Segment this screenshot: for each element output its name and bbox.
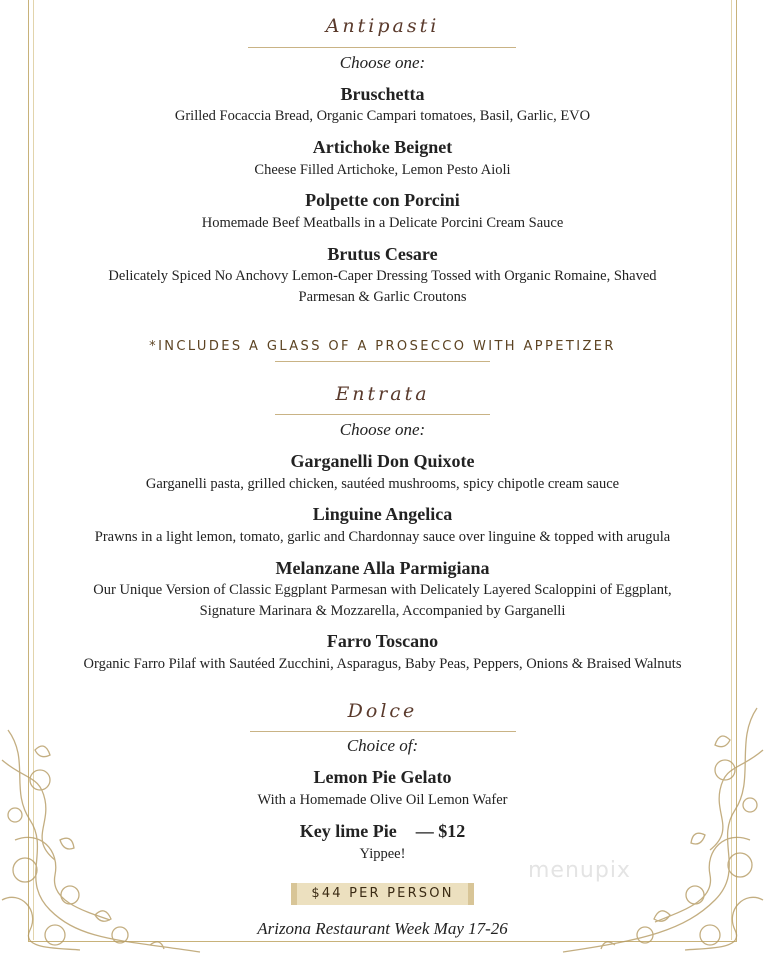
dish-price: — $12: [415, 821, 466, 841]
dish-description-cont: Parmesan & Garlic Croutons: [298, 289, 467, 305]
watermark: menupix: [528, 858, 631, 883]
entrata-choose: Choose one:: [339, 420, 426, 439]
antipasti-heading: Antipasti: [325, 15, 440, 37]
dish-description: Prawns in a light lemon, tomato, garlic and Chardonnay sauce over linguine & topped with arugula: [94, 529, 671, 545]
dish-description: Garganelli pasta, grilled chicken, sautéed mushrooms, spicy chipotle cream sauce: [145, 476, 620, 492]
dish-description: Homemade Beef Meatballs in a Delicate Porcini Cream Sauce: [201, 215, 564, 231]
dish-description: Yippee!: [359, 846, 406, 862]
dolce-heading: Dolce: [347, 700, 418, 722]
dish-description-cont: Signature Marinara & Mozzarella, Accompanied by Garganelli: [199, 603, 566, 619]
dish-name: Farro Toscano: [326, 631, 439, 651]
dolce-choose: Choice of:: [346, 736, 419, 755]
dish-name: Garganelli Don Quixote: [290, 451, 475, 471]
prosecco-note: *INCLUDES A GLASS OF A PROSECCO WITH APPETIZER: [149, 339, 616, 354]
price-badge: $44 PER PERSON: [291, 883, 474, 905]
antipasti-choose: Choose one:: [339, 53, 426, 72]
dish-description: Organic Farro Pilaf with Sautéed Zucchini, Asparagus, Baby Peas, Peppers, Onions & Braised Walnuts: [83, 656, 682, 672]
dish-name: Melanzane Alla Parmigiana: [275, 558, 490, 578]
dish-name: Artichoke Beignet: [312, 137, 453, 157]
dish-description: Delicately Spiced No Anchovy Lemon-Caper Dressing Tossed with Organic Romaine, Shaved: [108, 268, 657, 284]
dish-name: Brutus Cesare: [327, 244, 438, 264]
footer-text: Arizona Restaurant Week May 17-26: [257, 919, 508, 938]
dish-description: Cheese Filled Artichoke, Lemon Pesto Aioli: [254, 162, 511, 178]
dish-name: Linguine Angelica: [312, 504, 453, 524]
dish-name: Polpette con Porcini: [305, 190, 460, 210]
dolce-divider: [250, 731, 516, 732]
entrata-heading: Entrata: [335, 383, 430, 405]
antipasti-divider: [248, 47, 516, 48]
dish-description: Grilled Focaccia Bread, Organic Campari tomatoes, Basil, Garlic, EVO: [174, 108, 591, 124]
dish-name: Bruschetta: [340, 84, 425, 104]
entrata-divider: [275, 414, 490, 415]
dish-name: Lemon Pie Gelato: [313, 767, 452, 787]
dish-description: With a Homemade Olive Oil Lemon Wafer: [257, 792, 508, 808]
dish-name: Key lime Pie: [299, 821, 397, 841]
dish-name-with-price: [0, 821, 765, 842]
note-divider: [275, 361, 490, 362]
dish-description: Our Unique Version of Classic Eggplant Parmesan with Delicately Layered Scaloppini of Eggplant,: [93, 582, 672, 598]
